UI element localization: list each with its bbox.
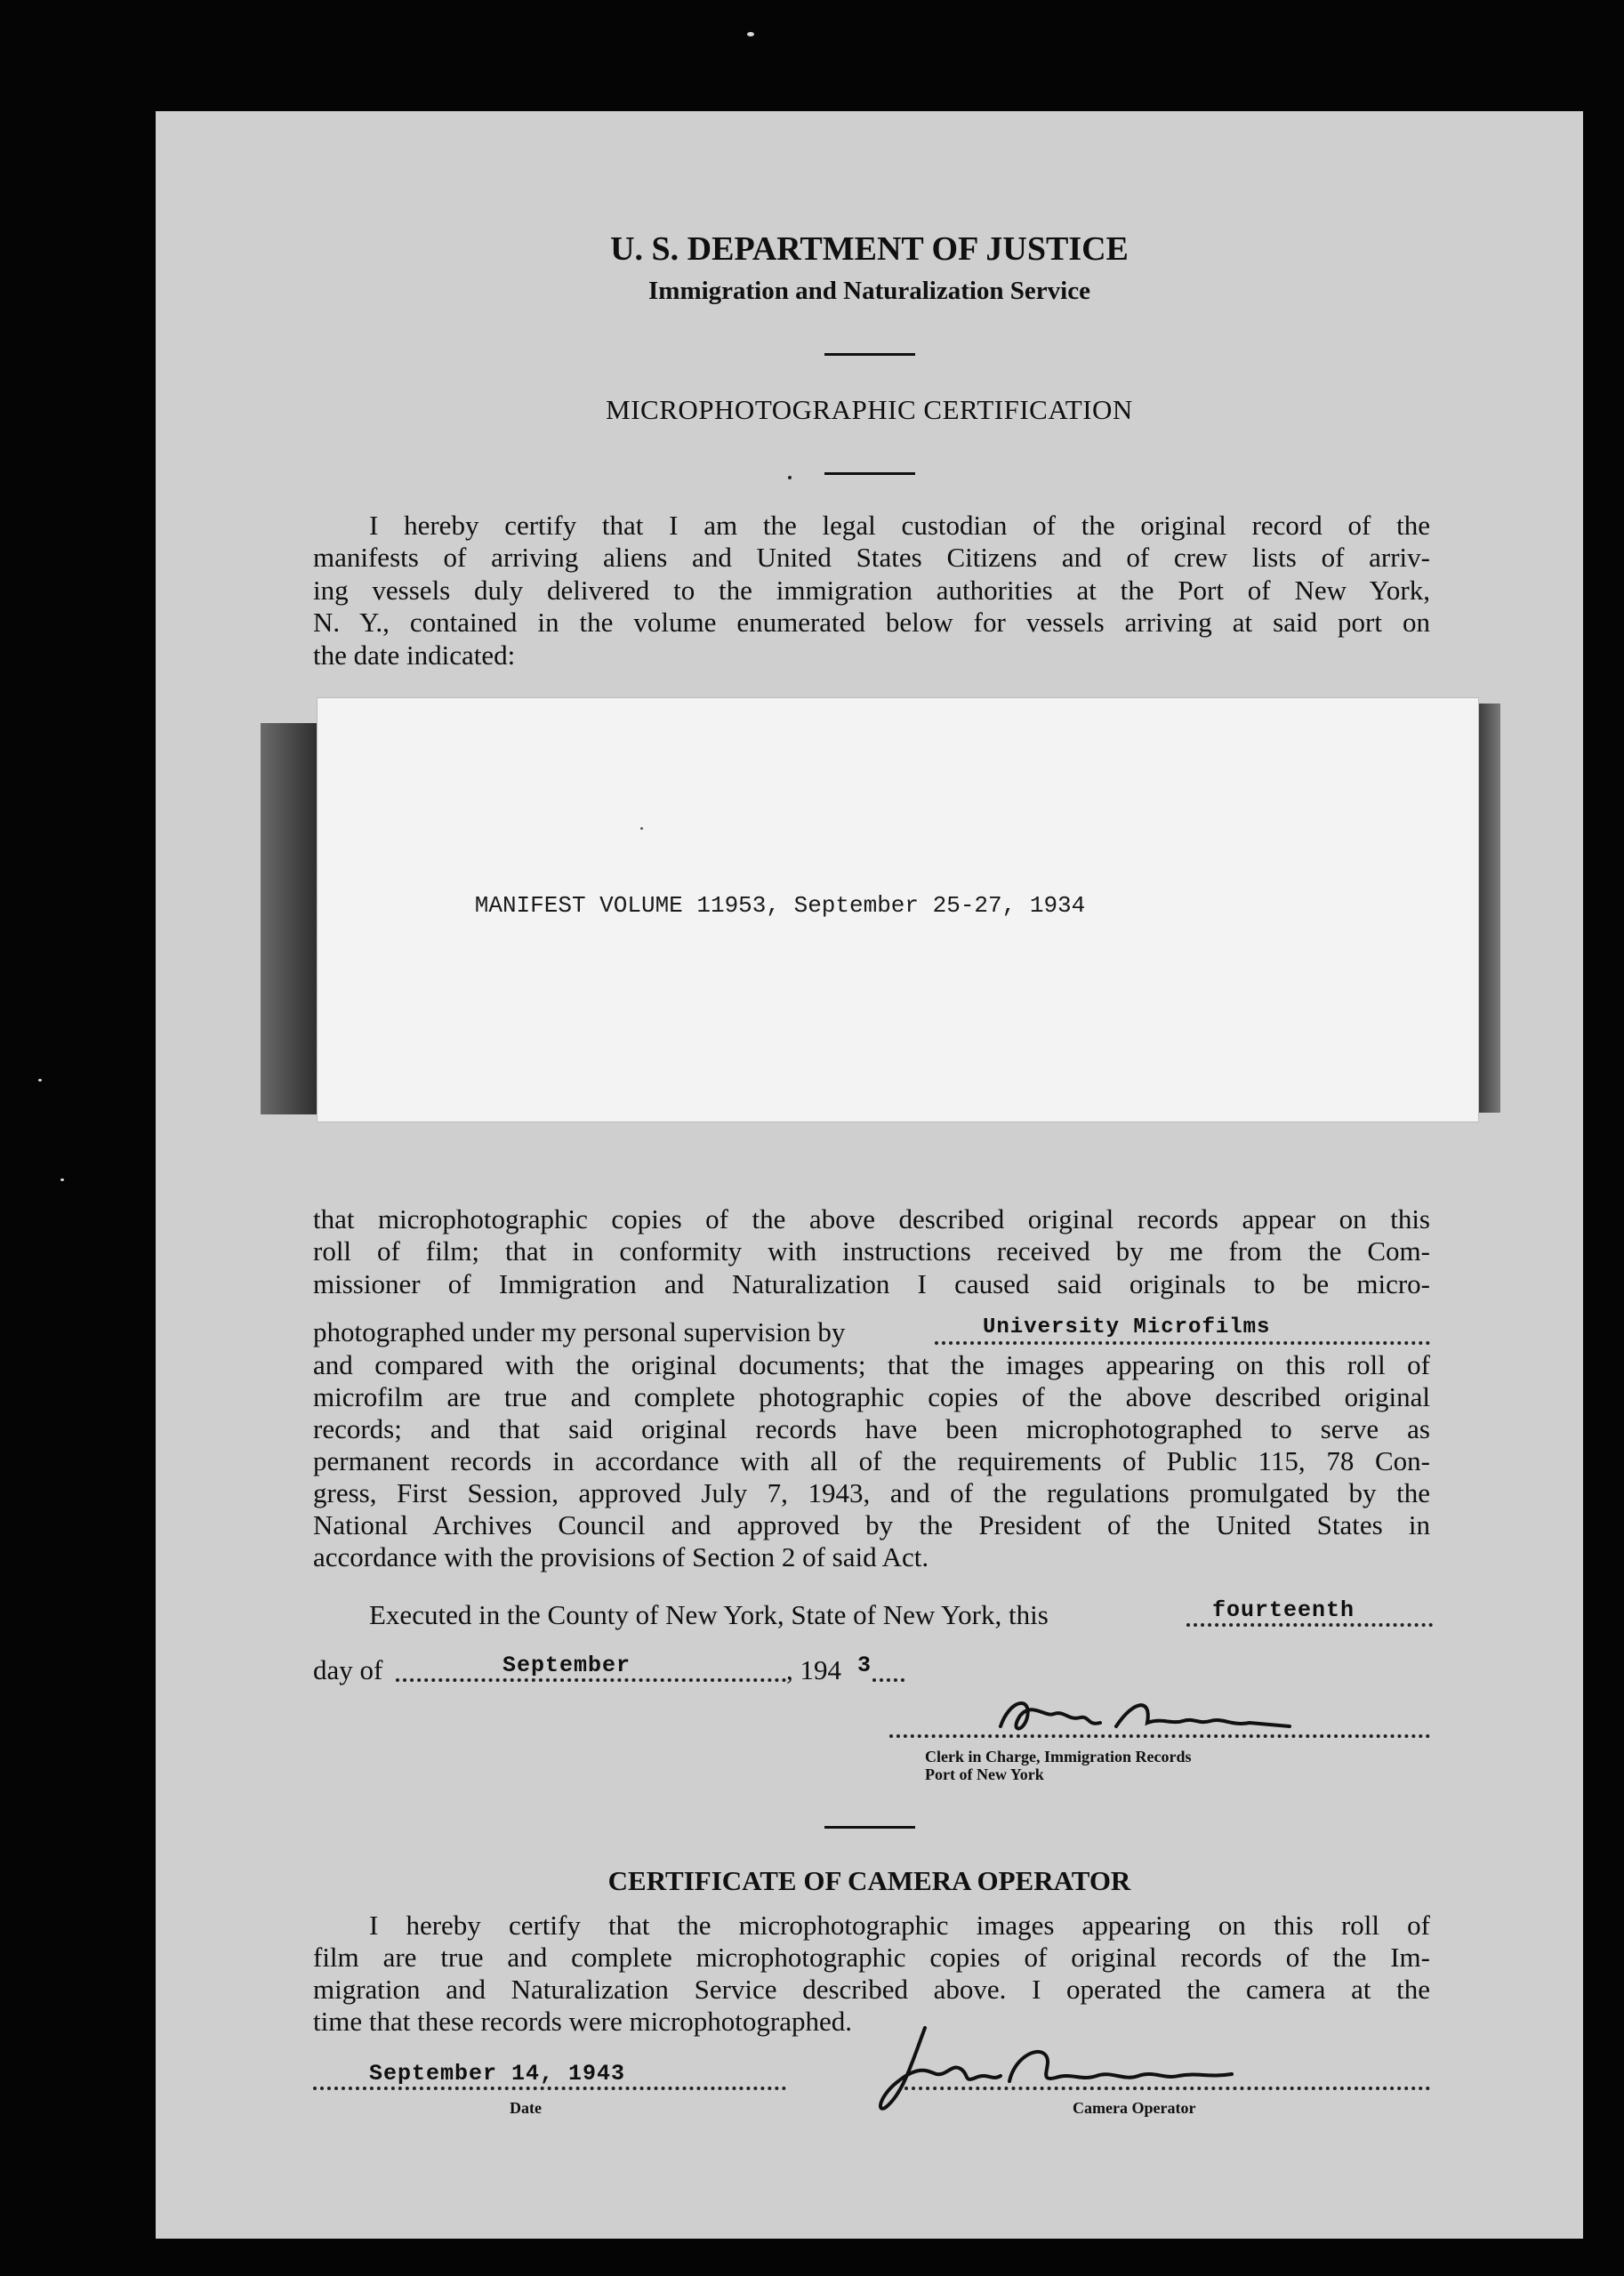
department-heading: U. S. DEPARTMENT OF JUSTICE [610, 230, 1129, 268]
custodian-line: N. Y., contained in the volume enumerated below for vessels arriving at said port on [313, 607, 1430, 638]
speck [60, 1178, 64, 1181]
certification-line: National Archives Council and approved by the President of the United States in [313, 1509, 1430, 1540]
service-subheading: Immigration and Naturalization Service [648, 277, 1090, 305]
certification-line: missioner of Immigration and Naturalization I caused said originals to be micro- [313, 1268, 1430, 1299]
supervision-prefix: photographed under my personal supervision by [313, 1316, 846, 1347]
certification-line: accordance with the provisions of Section 2 of said Act. [313, 1541, 929, 1572]
certification-title: MICROPHOTOGRAPHIC CERTIFICATION [606, 394, 1133, 425]
speck [38, 1079, 42, 1082]
divider-rule [824, 1826, 915, 1829]
date-label: Date [510, 2099, 542, 2117]
certification-line: and compared with the original documents; that the images appearing on this roll of [313, 1349, 1430, 1380]
fill-line [935, 1341, 1430, 1345]
operator-date: September 14, 1943 [369, 2061, 626, 2087]
clerk-port: Port of New York [925, 1765, 1044, 1783]
card-shadow [261, 723, 318, 1114]
manifest-volume-label: MANIFEST VOLUME 11953, September 25-27, 1934 [474, 892, 1086, 919]
operator-line: migration and Naturalization Service described above. I operated the camera at the [313, 1974, 1430, 2005]
fill-line [1186, 1623, 1433, 1627]
execution-prefix: Executed in the County of New York, State of New York, this [369, 1599, 1049, 1630]
day-of-label: day of [313, 1654, 383, 1685]
speck [788, 476, 792, 479]
custodian-line: manifests of arriving aliens and United States Citizens and of crew lists of arriv- [313, 542, 1430, 573]
custodian-line: ing vessels duly delivered to the immigration authorities at the Port of New York, [313, 575, 1430, 606]
fill-line [872, 1678, 904, 1682]
speck [747, 32, 754, 36]
supervisor-name: University Microfilms [983, 1315, 1271, 1339]
camera-operator-label: Camera Operator [1073, 2099, 1196, 2117]
operator-line: I hereby certify that the microphotographic images appearing on this roll of [369, 1910, 1430, 1941]
clerk-signature [983, 1691, 1303, 1744]
certification-line: microfilm are true and complete photographic copies of the above described original [313, 1381, 1430, 1412]
certification-line: roll of film; that in conformity with instructions received by me from the Com- [313, 1235, 1430, 1267]
custodian-line: I hereby certify that I am the legal custodian of the original record of the [369, 510, 1430, 541]
divider-rule [824, 353, 915, 356]
operator-signature [858, 2010, 1276, 2117]
certification-line: permanent records in accordance with all of the requirements of Public 115, 78 Con- [313, 1445, 1430, 1476]
execution-year-digit: 3 [857, 1653, 872, 1678]
manifest-card [318, 698, 1478, 1122]
execution-day: fourteenth [1212, 1597, 1355, 1623]
fill-line [396, 1678, 786, 1682]
certification-line: that microphotographic copies of the above described original records appear on this [313, 1203, 1430, 1235]
card-shadow [1478, 704, 1500, 1113]
divider-rule [824, 472, 915, 475]
operator-line: film are true and complete microphotographic copies of original records of the Im- [313, 1942, 1430, 1973]
clerk-title: Clerk in Charge, Immigration Records [925, 1748, 1192, 1765]
custodian-line: the date indicated: [313, 639, 516, 671]
certification-line: records; and that said original records have been microphotographed to serve as [313, 1413, 1430, 1444]
camera-operator-heading: CERTIFICATE OF CAMERA OPERATOR [607, 1865, 1131, 1896]
fill-line [313, 2087, 786, 2090]
speck [640, 827, 643, 830]
operator-line: time that these records were microphotographed. [313, 2006, 852, 2037]
certification-line: gress, First Session, approved July 7, 1943, and of the regulations promulgated by the [313, 1477, 1430, 1508]
certificate-page [156, 111, 1583, 2239]
year-prefix: , 194 [786, 1654, 841, 1685]
execution-month: September [502, 1653, 631, 1678]
